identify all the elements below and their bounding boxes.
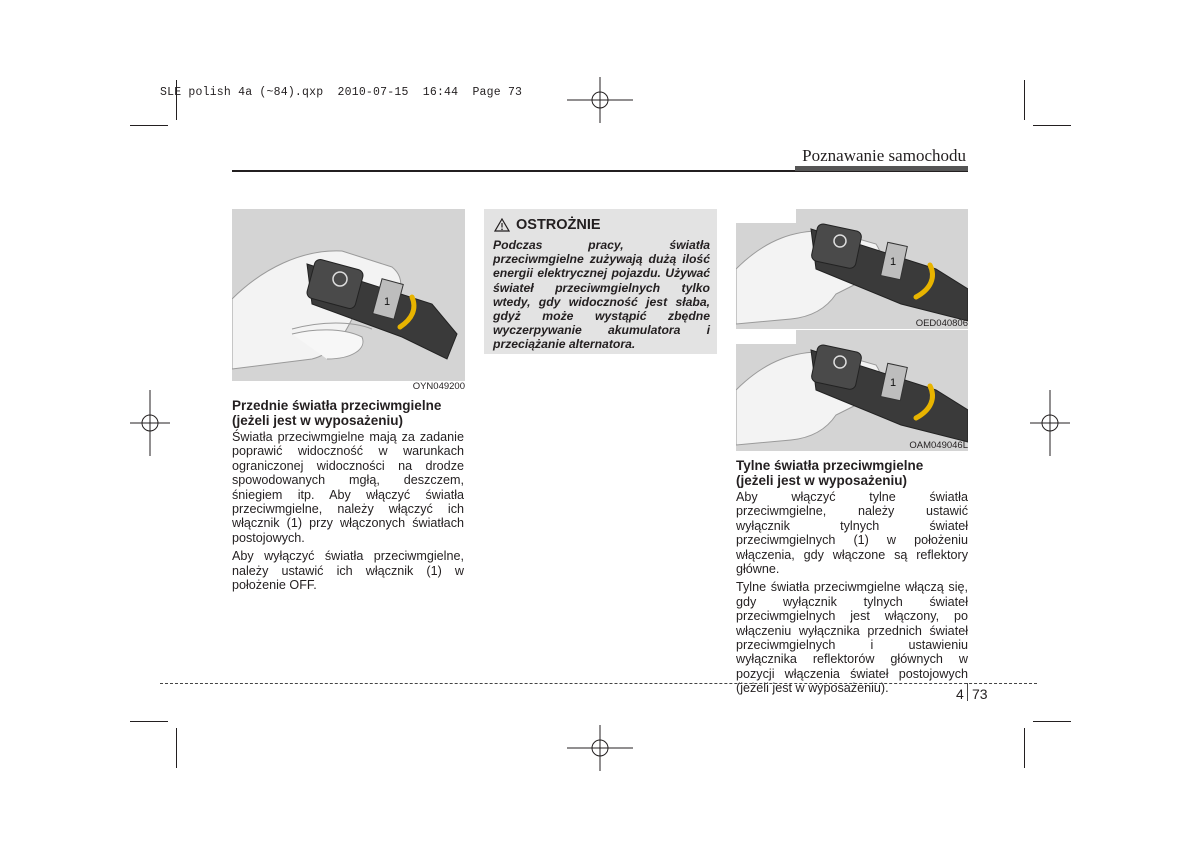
body-paragraph: Światła przeciwmgielne mają za zadanie poprawić widoczność w warunkach ograniczonej widoczności na drodze spowodowanych mgłą, deszczem, śniegiem itp. Aby włączyć światła przeciwmgielne, należy włączyć ich włącznik (1) przy włączonych światłach postojowych. <box>232 430 464 545</box>
rear-fog-heading <box>736 458 970 488</box>
hand-on-stalk-illustration <box>232 209 465 381</box>
crop-mark <box>130 125 168 126</box>
front-fog-body <box>232 430 464 596</box>
crop-mark <box>1024 728 1025 768</box>
registration-mark-bottom <box>567 725 633 771</box>
figure-code: OED040806 <box>915 318 968 329</box>
registration-mark-top <box>567 77 633 123</box>
figure-code: OYN049200 <box>412 381 465 392</box>
caution-text: Podczas pracy, światła przeciwmgielne zużywają dużą ilość energii elektrycznej pojazdu. Używać świateł przeciwmgielnych tylko wtedy, gdy widoczność jest słaba, gdyż może wystąpić zbędne wyczerpywanie akumulatora i przeciążanie alternatora. <box>493 238 710 352</box>
rear-fog-switch-figure-a <box>736 209 968 329</box>
rear-fog-body <box>736 490 968 700</box>
warning-triangle-icon <box>494 218 510 232</box>
crop-mark <box>176 728 177 768</box>
heading-line: (jeżeli jest w wyposażeniu) <box>232 413 404 428</box>
heading-line: Przednie światła przeciwmgielne <box>232 398 442 413</box>
header-accent-bar <box>795 166 968 171</box>
heading-line: (jeżeli jest w wyposażeniu) <box>736 473 908 488</box>
chapter-number: 4 <box>956 686 964 702</box>
hand-on-stalk-illustration <box>736 330 968 451</box>
front-fog-switch-figure <box>232 209 465 381</box>
print-slug: SLE polish 4a (~84).qxp 2010-07-15 16:44 Page 73 <box>160 86 523 99</box>
registration-mark-left <box>130 390 170 456</box>
page-number: 73 <box>972 686 988 702</box>
body-paragraph: Tylne światła przeciwmgielne włączą się, gdy wyłącznik tylnych świateł przeciwmgielnych jest włączony, po włączeniu wyłącznika przednich świateł przeciwmgielnych i ustawieniu wyłącznika reflektorów głównych w pozycji włączenia świateł postojowych (jeżeli jest w wyposażeniu). <box>736 580 968 696</box>
figure-code: OAM049046L <box>909 440 968 451</box>
crop-mark <box>1033 721 1071 722</box>
switch-number-label: 1 <box>890 256 897 268</box>
heading-line: Tylne światła przeciwmgielne <box>736 458 924 473</box>
switch-number-label: 1 <box>890 377 897 389</box>
front-fog-heading <box>232 398 466 428</box>
body-paragraph: Aby włączyć tylne światła przeciwmgielne, należy ustawić wyłącznik tylnych świateł przeciwmgielnych (1) w położeniu włączenia, gdy włączone są reflektory główne. <box>736 490 968 577</box>
body-paragraph: Aby wyłączyć światła przeciwmgielne, należy ustawić ich włącznik (1) w położenie OFF. <box>232 549 464 593</box>
switch-number-label: 1 <box>384 296 391 308</box>
caution-box <box>484 209 717 354</box>
caution-title-text: OSTROŻNIE <box>516 217 601 233</box>
registration-mark-right <box>1030 390 1070 456</box>
crop-mark <box>130 721 168 722</box>
chapter-header-title: Poznawanie samochodu <box>802 146 966 165</box>
page-number-separator <box>967 683 968 701</box>
crop-mark <box>1024 80 1025 120</box>
rear-fog-switch-figure-b <box>736 330 968 451</box>
hand-on-stalk-illustration <box>736 209 968 329</box>
footer-dotted-rule <box>160 683 1037 684</box>
crop-mark <box>1033 125 1071 126</box>
caution-title <box>494 217 601 233</box>
